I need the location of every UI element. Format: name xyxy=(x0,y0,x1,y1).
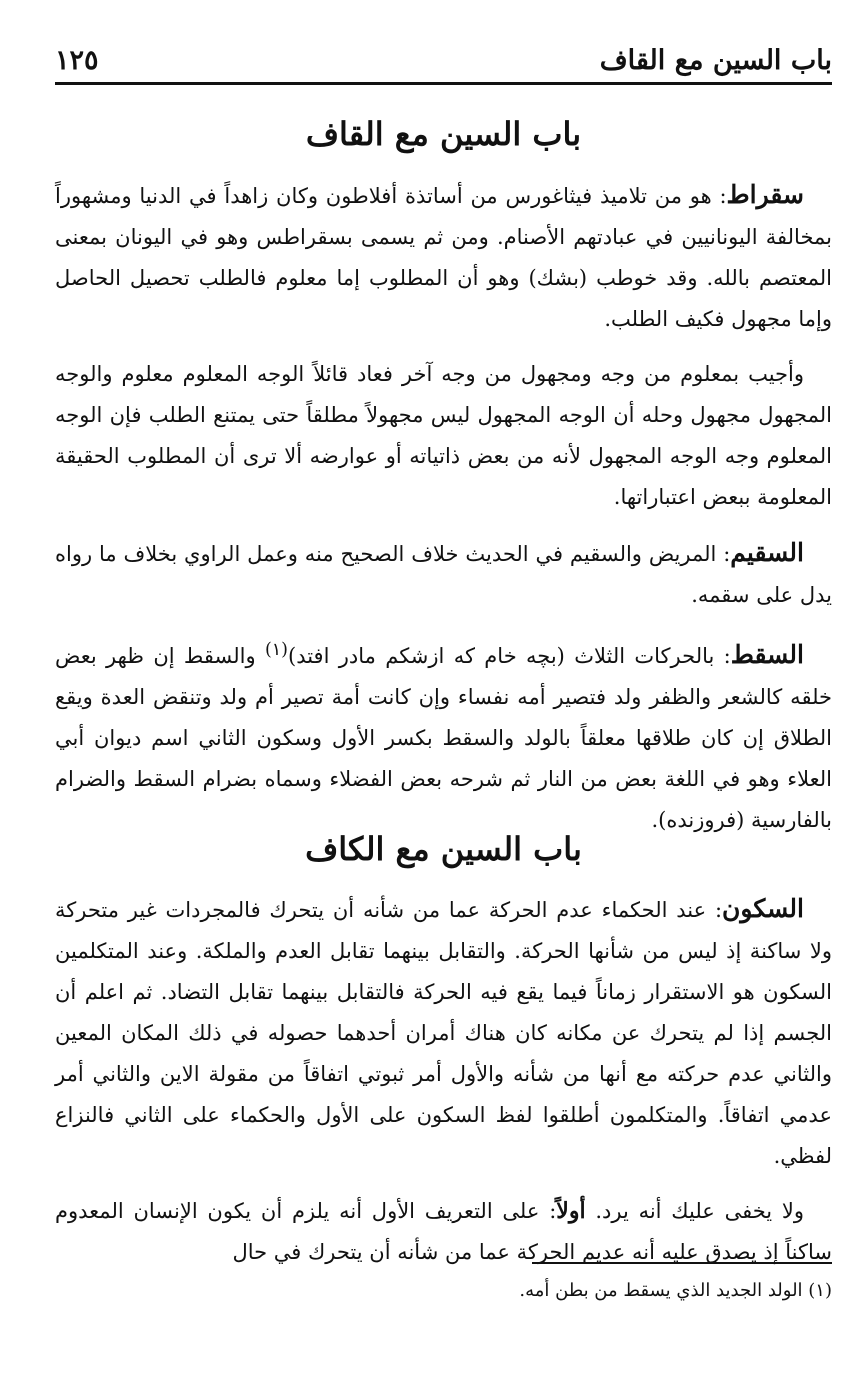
entry-term: سقراط xyxy=(726,180,804,209)
footnote-divider xyxy=(532,1262,832,1264)
entry-term: السقط xyxy=(730,640,804,669)
page-number: ١٢٥ xyxy=(55,44,99,76)
entry-sukun xyxy=(55,888,832,1177)
entry-saqt xyxy=(55,630,832,841)
entry-sukun-objection xyxy=(55,1191,832,1273)
entry-text-continued: : على التعريف الأول أنه يلزم أن يكون الإنسان المعدوم ساكناً إذ يصدق عليه أنه عديم الحركة عما من شأنه أن يتحرك في حال xyxy=(55,1199,832,1264)
chapter-title-sin-qaf: باب السين مع القاف xyxy=(305,115,582,153)
chapter-sin-kaf-body xyxy=(55,888,832,1273)
entry-socrates-continued: وأجيب بمعلوم من وجه ومجهول من وجه آخر فعاد قائلاً الوجه المعلوم معلوم والوجه المجهول مجهول وحله أن الوجه المجهول ليس مجهولاً مطلقاً حتى يمتنع الطلب فإن الوجه المعلوم وجه الوجه المجهول لأنه من بعض ذاتياته أو عوارضه ألا ترى أن المطلوب الحقيقة المعلومة ببعض اعتباراتها. xyxy=(55,362,832,509)
chapter-title-sin-kaf: باب السين مع الكاف xyxy=(305,830,582,868)
entry-definition: : المريض والسقيم في الحديث خلاف الصحيح منه وعمل الراوي بخلاف ما رواه يدل على سقمه. xyxy=(55,542,832,607)
entry-saqim xyxy=(55,532,832,616)
chapter-sin-qaf-body xyxy=(55,174,832,841)
entry-definition: : بالحركات الثلاث (بچه خام كه ازشكم مادر افتد) xyxy=(288,644,731,668)
entry-term: السقيم xyxy=(730,538,804,567)
footnote: (١) الولد الجديد الذي يسقط من بطن أمه. xyxy=(519,1280,832,1301)
entry-socrates xyxy=(55,174,832,340)
entry-definition: : عند الحكماء عدم الحركة عما من شأنه أن يتحرك فالمجردات غير متحركة ولا ساكنة إذ ليس من شأنها الحركة. والتقابل بينهما تقابل العدم والملكة. وعند المتكلمين السكون هو الاستقرار زماناً فيما يقع فيه الحركة فالتقابل بينهما تقابل التضاد. ثم اعلم أن الجسم إذا لم يتحرك عن مكانه كان هناك أمران أحدهما حصوله في ذلك المكان المعين والثاني عدم حركته مع أنها من شأنه والأول أمر ثبوتي اتفاقاً من مقولة الاين والثاني أمر عدمي اتفاقاً. والمتكلمون أطلقوا لفظ السكون على الأول والحكماء على الثاني فالنزاع لفظي. xyxy=(55,898,832,1168)
running-header xyxy=(55,38,832,85)
entry-text: ولا يخفى عليك أنه يرد. xyxy=(585,1199,804,1223)
entry-keyword: أولاً xyxy=(556,1198,586,1224)
entry-term: السكون xyxy=(722,894,804,923)
footnote-marker: (١) xyxy=(264,640,288,660)
entry-definition-continued: والسقط إن ظهر بعض خلقه كالشعر والظفر ولد فتصير أمه نفساء وإن كانت أمة تصير أم ولد وتنقض العدة ويقع الطلاق إن كان طلاقها معلقاً بالولد والسقط بكسر الأول وسكون الثاني اسم ديوان أبي العلاء وهو في اللغة بعض من النار ثم شرحه بعض الفضلاء وسماه بضرام السقط والضرام بالفارسية (فروزنده). xyxy=(55,644,832,832)
entry-definition: : هو من تلاميذ فيثاغورس من أساتذة أفلاطون وكان زاهداً في الدنيا ومشهوراً بمخالفة اليونانيين في عبادتهم الأصنام. ومن ثم يسمى بسقراطس وهو في اليونان بمعنى المعتصم بالله. وقد خوطب (بشك) وهو أن المطلوب إما معلوم فالطلب تحصيل الحاصل وإما مجهول فكيف الطلب. xyxy=(55,184,832,331)
running-title: باب السين مع القاف xyxy=(599,44,832,76)
